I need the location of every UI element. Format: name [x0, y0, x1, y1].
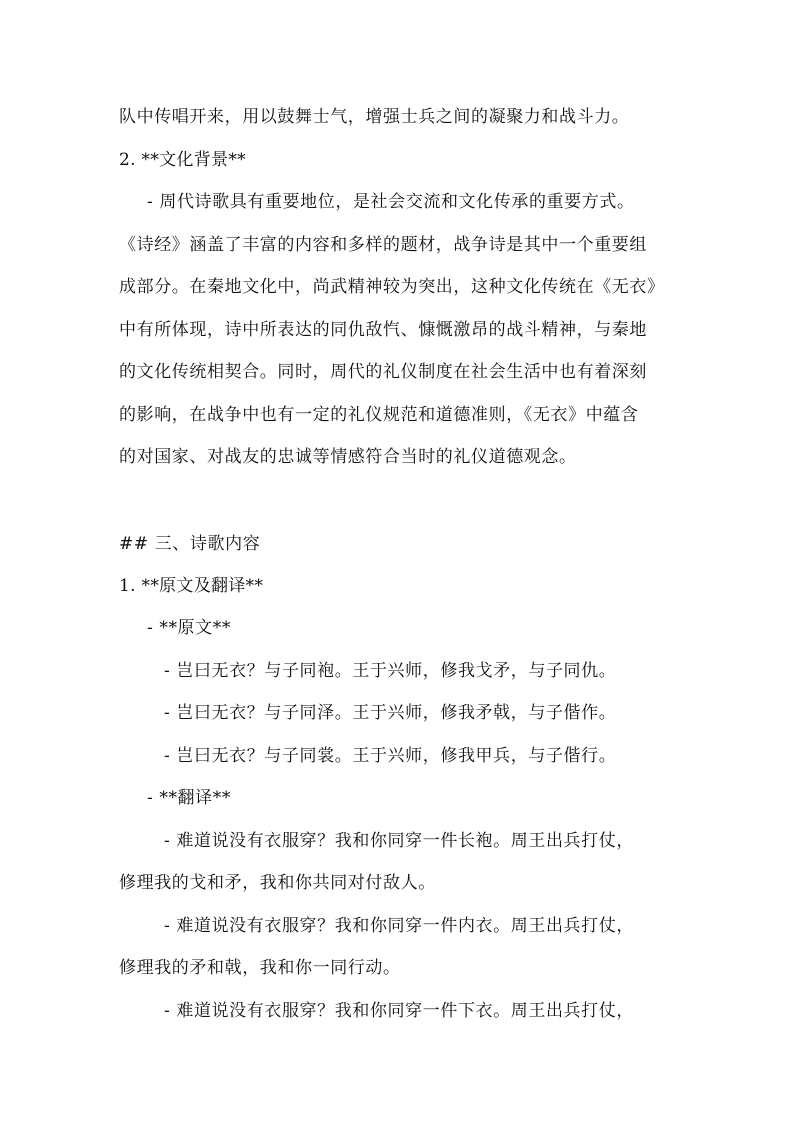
section-heading-cultural-background: 2. **文化背景**	[119, 150, 246, 170]
translation-item: - 难道说没有衣服穿？我和你同穿一件长袍。周王出兵打仗，	[164, 831, 634, 851]
section-heading-poem-content: ## 三、诗歌内容	[119, 534, 261, 554]
paragraph-line: 中有所体现，诗中所表达的同仇敌忾、慷慨激昂的战斗精神，与秦地	[119, 320, 647, 340]
bullet-item: - 周代诗歌具有重要地位，是社会交流和文化传承的重要方式。	[147, 192, 635, 212]
translation-item: - 难道说没有衣服穿？我和你同穿一件内衣。周王出兵打仗，	[164, 916, 634, 936]
paragraph-line: 成部分。在秦地文化中，尚武精神较为突出，这种文化传统在《无衣》	[119, 277, 665, 297]
paragraph-line: 的影响，在战争中也有一定的礼仪规范和道德准则，《无衣》中蕴含	[119, 405, 639, 425]
subheading-original: - **原文**	[147, 618, 231, 638]
subheading-translation: - **翻译**	[147, 788, 231, 808]
paragraph-line: 修理我的矛和戟，我和你一同行动。	[119, 958, 401, 978]
translation-item: - 难道说没有衣服穿？我和你同穿一件下衣。周王出兵打仗，	[164, 1001, 634, 1021]
poem-stanza: - 岂曰无衣？与子同泽。王于兴师，修我矛戟，与子偕作。	[164, 703, 617, 723]
paragraph-line: 的对国家、对战友的忠诚等情感符合当时的礼仪道德观念。	[119, 447, 577, 467]
paragraph-line: 修理我的戈和矛，我和你共同对付敌人。	[119, 873, 436, 893]
poem-stanza: - 岂曰无衣？与子同袍。王于兴师，修我戈矛，与子同仇。	[164, 661, 617, 681]
paragraph-line: 的文化传统相契合。同时，周代的礼仪制度在社会生活中也有着深刻	[119, 362, 647, 382]
paragraph-line: 《诗经》涵盖了丰富的内容和多样的题材，战争诗是其中一个重要组	[119, 235, 647, 255]
paragraph-line: 队中传唱开来，用以鼓舞士气，增强士兵之间的凝聚力和战斗力。	[119, 107, 630, 127]
poem-stanza: - 岂曰无衣？与子同裳。王于兴师，修我甲兵，与子偕行。	[164, 746, 617, 766]
subheading-original-and-translation: 1. **原文及翻译**	[119, 576, 264, 596]
